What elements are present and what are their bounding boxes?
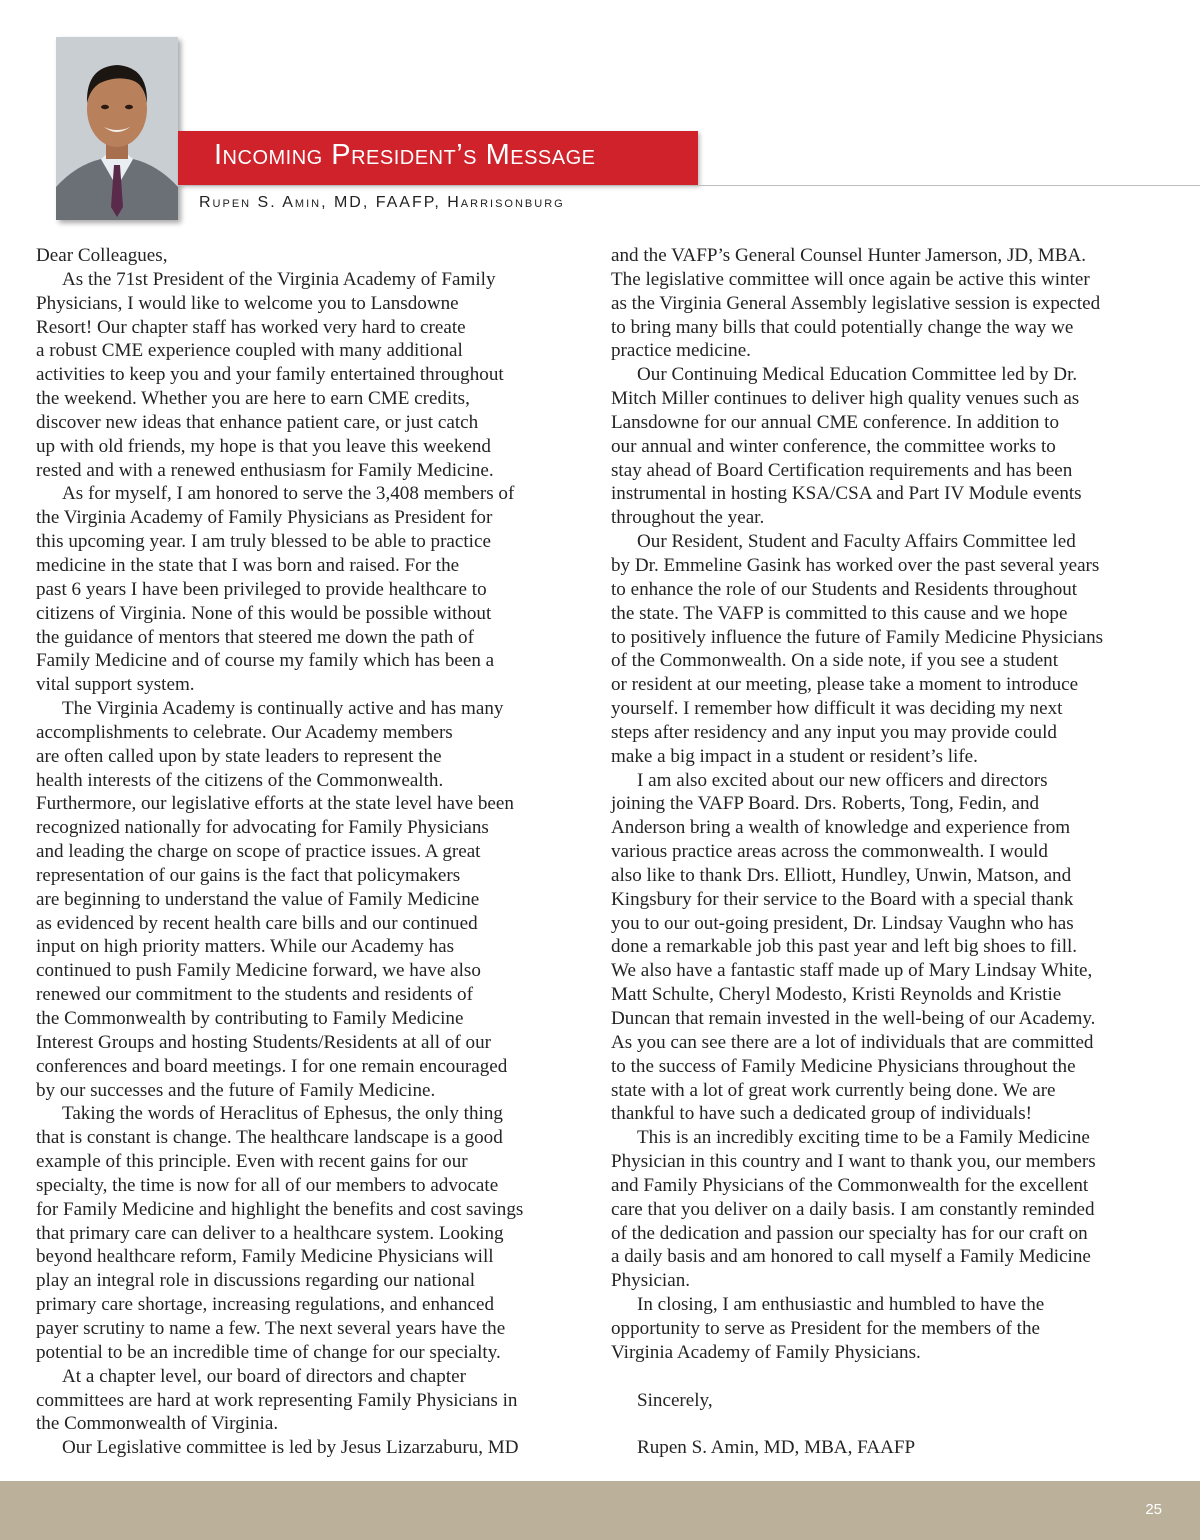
text-line: Family Medicine and of course my family which has been a — [36, 650, 495, 672]
text-line: thankful to have such a dedicated group of individuals! — [611, 1103, 1033, 1125]
text-line: committees are hard at work representing Family Physicians in — [36, 1389, 518, 1411]
text-line: renewed our commitment to the students and residents of — [36, 984, 473, 1006]
footer-band — [0, 1481, 1200, 1540]
text-line: make a big impact in a student or resident’s life. — [611, 745, 978, 767]
text-line: to positively influence the future of Family Medicine Physicians — [611, 626, 1104, 648]
text-line: steps after residency and any input you may provide could — [611, 721, 1057, 743]
text-line: As the 71st President of the Virginia Academy of Family — [62, 268, 496, 290]
text-line: input on high priority matters. While our Academy has — [36, 936, 455, 958]
text-line: Interest Groups and hosting Students/Residents at all of our — [36, 1031, 492, 1053]
text-line: and leading the charge on scope of practice issues. A great — [36, 841, 481, 863]
text-line: accomplishments to celebrate. Our Academy members — [36, 721, 453, 743]
text-line: done a remarkable job this past year and left big shoes to fill. — [611, 936, 1078, 958]
text-line: care that you deliver on a daily basis. I am constantly reminded — [611, 1198, 1095, 1220]
text-line: Furthermore, our legislative efforts at the state level have been — [36, 793, 514, 815]
text-line: to enhance the role of our Students and Residents throughout — [611, 578, 1078, 600]
text-line: as evidenced by recent health care bills and our continued — [36, 912, 478, 934]
text-line: to the success of Family Medicine Physicians throughout the — [611, 1055, 1076, 1077]
text-line: discover new ideas that enhance patient care, or just catch — [36, 411, 479, 433]
text-line: the guidance of mentors that steered me down the path of — [36, 626, 474, 648]
text-line: that is constant is change. The healthcare landscape is a good — [36, 1127, 503, 1149]
text-line: Duncan that remain invested in the well-being of our Academy. — [611, 1008, 1096, 1029]
text-line: specialty, the time is now for all of our members to advocate — [36, 1174, 499, 1196]
text-line: Resort! Our chapter staff has worked very hard to create — [36, 316, 466, 338]
author-photo — [56, 37, 178, 220]
text-line: Taking the words of Heraclitus of Ephesus, the only thing — [62, 1103, 503, 1125]
text-line: vital support system. — [36, 674, 195, 696]
text-line: as the Virginia General Assembly legislative session is expected — [611, 292, 1101, 314]
text-line: this upcoming year. I am truly blessed to be able to practice — [36, 531, 491, 553]
text-line: primary care shortage, increasing regulations, and enhanced — [36, 1294, 495, 1316]
blank-line — [611, 1365, 1171, 1389]
text-line: potential to be an incredible time of change for our specialty. — [36, 1341, 501, 1363]
text-line: up with old friends, my hope is that you leave this weekend — [36, 435, 491, 457]
text-line: Virginia Academy of Family Physicians. — [611, 1341, 921, 1363]
text-line: The Virginia Academy is continually active and has many — [62, 698, 504, 720]
text-line: rested and with a renewed enthusiasm for Family Medicine. — [36, 459, 494, 481]
signature-name: Rupen S. Amin, MD, MBA, FAAFP — [637, 1437, 916, 1459]
text-line: conferences and board meetings. I for one remain encouraged — [36, 1055, 508, 1077]
text-line: and the VAFP’s General Counsel Hunter Jamerson, JD, MBA. — [611, 245, 1087, 266]
text-line: As you can see there are a lot of individuals that are committed — [611, 1031, 1094, 1053]
text-line: Our Resident, Student and Faculty Affairs Committee led — [637, 531, 1076, 553]
text-line: continued to push Family Medicine forward, we have also — [36, 960, 481, 982]
text-line: play an integral role in discussions regarding our national — [36, 1270, 476, 1292]
text-line: or resident at our meeting, please take a moment to introduce — [611, 674, 1079, 696]
title-banner — [178, 131, 698, 185]
text-line: the Virginia Academy of Family Physicians as President for — [36, 507, 493, 529]
right-text-column — [611, 244, 1171, 1460]
author-byline: Rupen S. Amin, MD, FAAFP, Harrisonburg — [199, 194, 565, 211]
text-line: to bring many bills that could potentially change the way we — [611, 316, 1074, 338]
text-line: you to our out-going president, Dr. Lindsay Vaughn who has — [611, 912, 1074, 934]
left-text-column — [36, 244, 596, 1460]
text-line: Physician. — [611, 1270, 691, 1292]
text-line: Kingsbury for their service to the Board with a special thank — [611, 888, 1074, 910]
text-line: the Commonwealth of Virginia. — [36, 1413, 279, 1435]
text-line: Physician in this country and I want to thank you, our members — [611, 1151, 1096, 1173]
text-line: We also have a fantastic staff made up of Mary Lindsay White, — [611, 960, 1093, 982]
text-line: representation of our gains is the fact that policymakers — [36, 864, 461, 886]
text-line: stay ahead of Board Certification requirements and has been — [611, 459, 1073, 481]
title-divider — [178, 185, 1200, 186]
text-line: throughout the year. — [611, 507, 765, 529]
text-line: instrumental in hosting KSA/CSA and Part IV Module events — [611, 483, 1082, 505]
text-line: are beginning to understand the value of Family Medicine — [36, 888, 480, 910]
text-line: beyond healthcare reform, Family Medicine Physicians will — [36, 1246, 494, 1268]
text-line: joining the VAFP Board. Drs. Roberts, Tong, Fedin, and — [611, 793, 1040, 815]
text-line: activities to keep you and your family entertained throughout — [36, 364, 504, 386]
text-line: The legislative committee will once again be active this winter — [611, 268, 1090, 290]
text-line: of the Commonwealth. On a side note, if you see a student — [611, 650, 1059, 672]
text-line: by Dr. Emmeline Gasink has worked over the past several years — [611, 554, 1100, 576]
text-line: Dear Colleagues, — [36, 245, 168, 266]
text-line: a robust CME experience coupled with many additional — [36, 340, 463, 362]
text-line: of the dedication and passion our specialty has for our craft on — [611, 1222, 1088, 1244]
text-line: and Family Physicians of the Commonwealth for the excellent — [611, 1174, 1089, 1196]
text-line: Matt Schulte, Cheryl Modesto, Kristi Reynolds and Kristie — [611, 984, 1062, 1006]
text-line: the state. The VAFP is committed to this cause and we hope — [611, 602, 1068, 624]
text-line: As for myself, I am honored to serve the 3,408 members of — [62, 483, 515, 505]
text-line: citizens of Virginia. None of this would be possible without — [36, 602, 492, 624]
text-line: example of this principle. Even with recent gains for our — [36, 1151, 468, 1173]
text-line: are often called upon by state leaders to represent the — [36, 745, 442, 767]
text-line: I am also excited about our new officers and directors — [637, 769, 1048, 791]
text-line: Our Legislative committee is led by Jesus Lizarzaburu, MD — [62, 1437, 519, 1459]
text-line: health interests of the citizens of the Commonwealth. — [36, 769, 444, 791]
text-line: yourself. I remember how difficult it was deciding my next — [611, 698, 1063, 720]
text-line: In closing, I am enthusiastic and humbled to have the — [637, 1294, 1045, 1316]
text-line: At a chapter level, our board of directors and chapter — [62, 1365, 466, 1387]
page-number: 25 — [1145, 1501, 1162, 1518]
text-line: our annual and winter conference, the committee works to — [611, 435, 1056, 457]
text-line: Our Continuing Medical Education Committee led by Dr. — [637, 364, 1078, 386]
text-line: various practice areas across the commonwealth. I would — [611, 841, 1048, 863]
text-line: the Commonwealth by contributing to Family Medicine — [36, 1008, 464, 1029]
text-line: Mitch Miller continues to deliver high quality venues such as — [611, 388, 1080, 410]
text-line: for Family Medicine and highlight the benefits and cost savings — [36, 1198, 524, 1220]
text-line: recognized nationally for advocating for Family Physicians — [36, 817, 489, 839]
page-title: Incoming President’s Message — [214, 139, 596, 171]
text-line: a daily basis and am honored to call myself a Family Medicine — [611, 1246, 1091, 1268]
text-line: also like to thank Drs. Elliott, Hundley, Unwin, Matson, and — [611, 864, 1072, 886]
text-line: Anderson bring a wealth of knowledge and experience from — [611, 817, 1071, 839]
text-line: medicine in the state that I was born and raised. For the — [36, 554, 460, 576]
text-line: This is an incredibly exciting time to be a Family Medicine — [637, 1127, 1090, 1149]
text-line: the weekend. Whether you are here to earn CME credits, — [36, 388, 470, 410]
closing-salutation: Sincerely, — [637, 1389, 713, 1411]
text-line: Physicians, I would like to welcome you to Lansdowne — [36, 292, 459, 314]
blank-line — [611, 1412, 1171, 1436]
text-line: past 6 years I have been privileged to provide healthcare to — [36, 578, 487, 600]
text-line: opportunity to serve as President for the members of the — [611, 1317, 1040, 1339]
text-line: that primary care can deliver to a healthcare system. Looking — [36, 1222, 504, 1244]
text-line: by our successes and the future of Family Medicine. — [36, 1079, 436, 1101]
portrait-illustration — [56, 37, 178, 220]
text-line: practice medicine. — [611, 340, 751, 362]
text-line: Lansdowne for our annual CME conference. In addition to — [611, 411, 1060, 433]
text-line: state with a lot of great work currently being done. We are — [611, 1079, 1056, 1101]
text-line: payer scrutiny to name a few. The next several years have the — [36, 1317, 506, 1339]
